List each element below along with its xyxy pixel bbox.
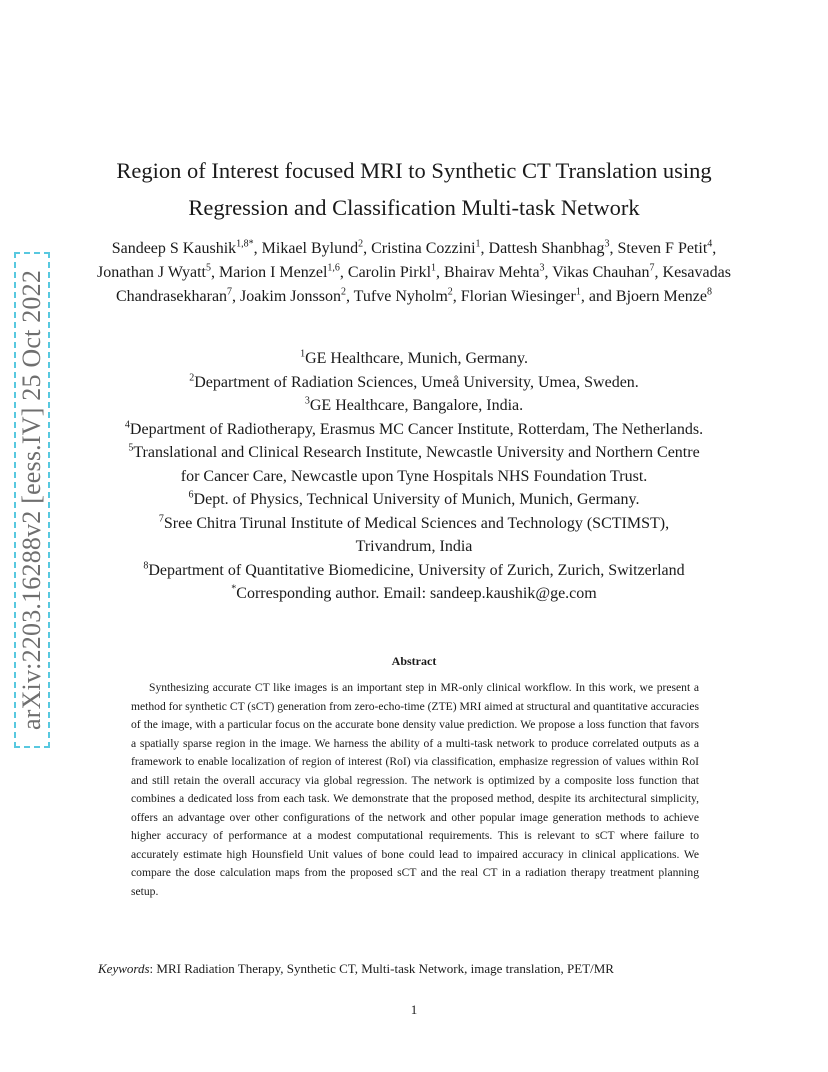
affiliation-text: Translational and Clinical Research Institute, Newcastle University and Northern Centre (133, 444, 700, 461)
affiliation-item (70, 488, 758, 512)
author-separator: , (363, 240, 372, 257)
author-separator: , (609, 240, 618, 257)
affiliation-text: Department of Radiotherapy, Erasmus MC Cancer Institute, Rotterdam, The Netherlands. (129, 420, 704, 438)
author-name: Joakim Jonsson (240, 288, 341, 305)
abstract-heading: Abstract (391, 654, 437, 668)
affiliation-marker: 1 (300, 348, 306, 360)
author-separator: , and (580, 288, 616, 305)
title-line-1: Region of Interest focused MRI to Synthetic CT Translation using (116, 158, 712, 183)
author-separator: , (452, 288, 461, 305)
affiliation-item (70, 371, 758, 395)
affiliation-continuation: Trivandrum, India (355, 538, 473, 555)
title-line-2: Regression and Classification Multi-task Network (188, 195, 640, 220)
author-separator: , (339, 264, 348, 281)
affiliation-text: Sree Chitra Tirunal Institute of Medical Sciences and Technology (SCTIMST), (163, 514, 670, 532)
affiliation-item (70, 582, 758, 606)
affiliation-item (70, 441, 758, 465)
affiliation-marker: 7 (158, 513, 164, 525)
author-separator: , (253, 240, 262, 257)
author-name: Carolin Pirkl (347, 264, 432, 281)
keywords-label: Keywords (98, 961, 150, 976)
author-name: Marion I Menzel (219, 264, 328, 281)
affiliation-continuation: for Cancer Care, Newcastle upon Tyne Hospitals NHS Foundation Trust. (180, 467, 648, 485)
author-name: Mikael Bylund (261, 240, 359, 257)
author-affiliation-marker: 2 (340, 286, 346, 298)
author-name: Kesavadas Chandrasekharan (115, 264, 731, 305)
affiliation-text: Department of Radiation Sciences, Umeå University, Umea, Sweden. (194, 373, 639, 391)
author-separator: , (654, 264, 663, 281)
author-affiliation-marker: 3 (539, 262, 545, 274)
affiliation-marker: 3 (304, 395, 310, 407)
author-separator: , (345, 288, 354, 305)
affiliation-list (70, 347, 758, 606)
author-name: Florian Wiesinger (460, 288, 576, 305)
abstract-body: Synthesizing accurate CT like images is an important step in MR-only clinical workflow. In this work, we present a method for synthetic CT (sCT) generation from zero-echo-time (ZTE) MRI aimed at structural and quantitative accuracies of the image, with a particular focus on the accurate bone density value prediction. We propose a loss function that favors a spatially sparse region in the image. We harness the ability of a multi-task network to produce correlated outputs as a framework to enable localization of region of interest (RoI) via classification, emphasize regression of values within RoI and still retain the overall accuracy via global regression. The network is optimized by a composite loss function that combines a dedicated loss from each task. We demonstrate that the proposed method, despite its architectural simplicity, offers an advantage over other configurations of the network and other popular image generation methods to achieve higher accuracy of performance at a modest computational requirements. This is relevant to sCT where failure to accurately estimate high Hounsfield Unit values of bone could lead to impaired accuracy in clinical applications. We compare the dose calculation maps from the proposed sCT and the real CT in a radiation therapy treatment planning setup. (131, 681, 699, 898)
affiliation-text: GE Healthcare, Bangalore, India. (309, 397, 524, 414)
author-affiliation-marker: 1,8* (236, 238, 254, 250)
affiliation-item (70, 394, 758, 418)
author-name: Dattesh Shanbhag (488, 240, 605, 257)
author-separator: , (712, 240, 717, 257)
author-name: Bjoern Menze (615, 288, 707, 305)
affiliation-marker: * (231, 583, 237, 595)
author-affiliation-marker: 5 (206, 262, 211, 274)
affiliation-marker: 4 (124, 419, 130, 431)
author-affiliation-marker: 7 (649, 262, 655, 274)
author-name: Cristina Cozzini (371, 240, 476, 257)
affiliation-text: Corresponding author. Email: sandeep.kaushik@ge.com (236, 585, 597, 602)
author-affiliation-marker: 1 (575, 286, 581, 298)
affiliation-marker: 6 (188, 489, 194, 501)
author-name: Bhairav Mehta (444, 264, 540, 281)
author-separator: , (544, 264, 553, 281)
author-separator: , (436, 264, 445, 281)
paper-title (60, 152, 768, 226)
author-name: Steven F Petit (617, 240, 708, 257)
author-name: Jonathan J Wyatt (97, 264, 206, 281)
author-affiliation-marker: 8 (707, 286, 712, 298)
affiliation-text: GE Healthcare, Munich, Germany. (305, 350, 528, 367)
affiliation-text: Department of Quantitative Biomedicine, University of Zurich, Zurich, Switzerland (148, 561, 685, 579)
affiliation-item (70, 418, 758, 442)
author-name: Sandeep S Kaushik (111, 240, 237, 257)
author-name: Tufve Nyholm (353, 288, 448, 305)
author-affiliation-marker: 4 (707, 238, 713, 250)
affiliation-marker: 8 (143, 560, 149, 572)
keywords-text: : MRI Radiation Therapy, Synthetic CT, Multi-task Network, image translation, PET/MR (149, 961, 614, 976)
keywords-line (98, 961, 738, 977)
author-affiliation-marker: 1 (475, 238, 481, 250)
author-affiliation-marker: 2 (358, 238, 364, 250)
author-affiliation-marker: 3 (604, 238, 610, 250)
author-affiliation-marker: 2 (447, 286, 453, 298)
author-name: Vikas Chauhan (552, 264, 650, 281)
author-separator: , (480, 240, 489, 257)
affiliation-text: Dept. of Physics, Technical University of Munich, Munich, Germany. (193, 491, 640, 508)
author-separator: , (211, 264, 219, 281)
affiliation-marker: 2 (189, 372, 195, 384)
author-separator: , (232, 288, 241, 305)
affiliation-item (70, 512, 758, 536)
affiliation-item (70, 559, 758, 583)
arxiv-identifier-text: arXiv:2203.16288v2 [eess.IV] 25 Oct 2022 (17, 269, 46, 731)
affiliation-marker: 5 (128, 442, 134, 454)
page-number: 1 (410, 1002, 418, 1017)
author-affiliation-marker: 1,6 (327, 262, 340, 274)
arxiv-identifier-stamp (14, 252, 50, 748)
affiliation-item (70, 347, 758, 371)
author-affiliation-marker: 7 (227, 286, 233, 298)
author-list (90, 237, 738, 309)
author-affiliation-marker: 1 (431, 262, 437, 274)
